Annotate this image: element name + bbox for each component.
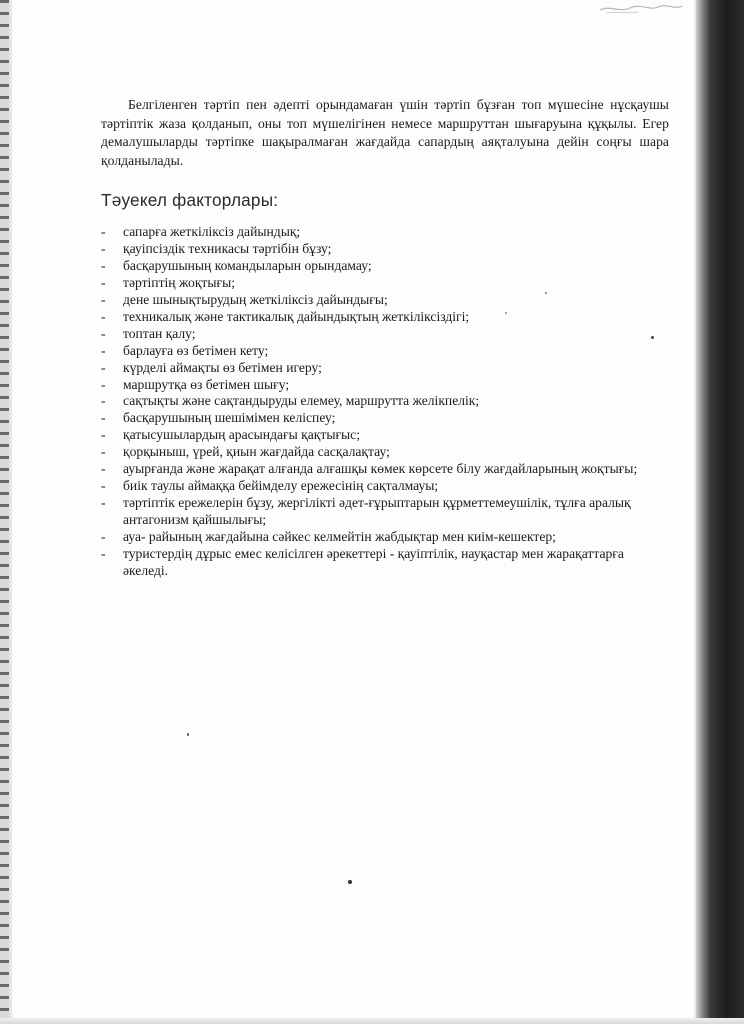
speck [348, 880, 352, 884]
list-item [101, 360, 669, 377]
binding-edge-highlight [9, 0, 12, 1024]
list-item-text: техникалық және тактикалық дайындықтың жеткіліксіздігі; [123, 308, 470, 324]
list-item-text: ауырғанда және жарақат алғанда алғашқы көмек көрсете білу жағдайларының жоқтығы; [123, 461, 638, 477]
list-dash: - [101, 410, 106, 426]
list-item [101, 444, 669, 461]
list-item-text: сақтықты және сақтандыруды елемеу, маршрутта желікпелік; [123, 393, 480, 409]
list-item-text: басқарушының командыларын орындамау; [123, 258, 372, 274]
list-dash: - [101, 292, 106, 307]
list-dash: - [101, 528, 106, 544]
list-item [101, 292, 669, 309]
list-item-text: туристердің дұрыс емес келісілген әрекеттері - қауіптілік, науқастар мен жарақаттарға әкеледі. [123, 545, 624, 578]
list-dash: - [101, 325, 106, 341]
list-dash: - [101, 444, 106, 460]
scanner-shadow [696, 0, 744, 1024]
list-item-text: барлауға өз бетімен кету; [123, 342, 269, 358]
intro-paragraph: Белгіленген тәртіп пен әдепті орындамаған үшін тәртіп бұзған топ мүшесіне нұсқаушы тәртіптік жаза қолданып, оны топ мүшелігінен немесе маршруттан шығаруына құқылы. Егер демалушыларды тәртіпке шақыралмаған жағдайда сапардың аяқталуына дейін соңғы шара қолданылады. [101, 97, 669, 168]
list-item [101, 309, 669, 326]
list-item [101, 258, 669, 275]
list-item-text: қорқыныш, үрей, қиын жағдайда сасқалақтау; [123, 444, 390, 460]
list-dash: - [101, 342, 106, 358]
list-item-text: топтан қалу; [123, 325, 196, 341]
list-dash: - [101, 224, 106, 240]
list-item [101, 410, 669, 427]
list-item [101, 427, 669, 444]
corner-smudge [596, 2, 686, 16]
list-item [101, 393, 669, 410]
list-dash: - [101, 376, 106, 392]
speck [187, 733, 189, 736]
list-item [101, 529, 669, 546]
list-item [101, 478, 669, 495]
risk-factors-list [101, 224, 669, 579]
list-item [101, 546, 669, 580]
list-item-text: күрделі аймақты өз бетімен игеру; [123, 359, 322, 375]
list-dash: - [101, 427, 106, 443]
list-item-text: биік таулы аймаққа бейімделу ережесінің сақталмауы; [123, 477, 439, 493]
list-item-text: дене шынықтырудың жеткіліксіз дайындығы; [123, 292, 388, 307]
list-item [101, 343, 669, 360]
list-item [101, 495, 669, 529]
list-dash: - [101, 477, 106, 493]
list-dash: - [101, 275, 106, 291]
list-dash: - [101, 258, 106, 274]
risk-factors-heading: Тәуекел факторлары: [101, 190, 279, 211]
list-item [101, 377, 669, 394]
list-item-text: тәртіптік ережелерін бұзу, жергілікті әдет-ғұрыптарын құрметтемеушілік, тұлға аралық антагонизм қайшылығы; [123, 494, 631, 527]
list-dash: - [101, 393, 106, 409]
list-item-text: ауа- райының жағдайына сәйкес келмейтін жабдықтар мен киім-кешектер; [123, 528, 556, 544]
list-item [101, 224, 669, 241]
list-dash: - [101, 308, 106, 324]
list-item-text: маршрутқа өз бетімен шығу; [123, 376, 290, 392]
list-dash: - [101, 359, 106, 375]
list-item-text: қауіпсіздік техникасы тәртібін бұзу; [123, 241, 332, 257]
list-item [101, 241, 669, 258]
list-dash: - [101, 461, 106, 477]
list-item-text: қатысушылардың арасындағы қақтығыс; [123, 427, 360, 443]
list-dash: - [101, 545, 106, 561]
list-dash: - [101, 494, 106, 510]
bottom-page-edge [0, 1018, 744, 1024]
document-body [101, 96, 669, 579]
list-item-text: тәртіптің жоқтығы; [123, 275, 235, 291]
list-item [101, 326, 669, 343]
binding-edge [0, 0, 9, 1024]
list-item [101, 461, 669, 478]
list-item-text: сапарға жеткіліксіз дайындық; [123, 224, 301, 240]
list-item-text: басқарушының шешімімен келіспеу; [123, 410, 336, 426]
list-item [101, 275, 669, 292]
list-dash: - [101, 241, 106, 257]
